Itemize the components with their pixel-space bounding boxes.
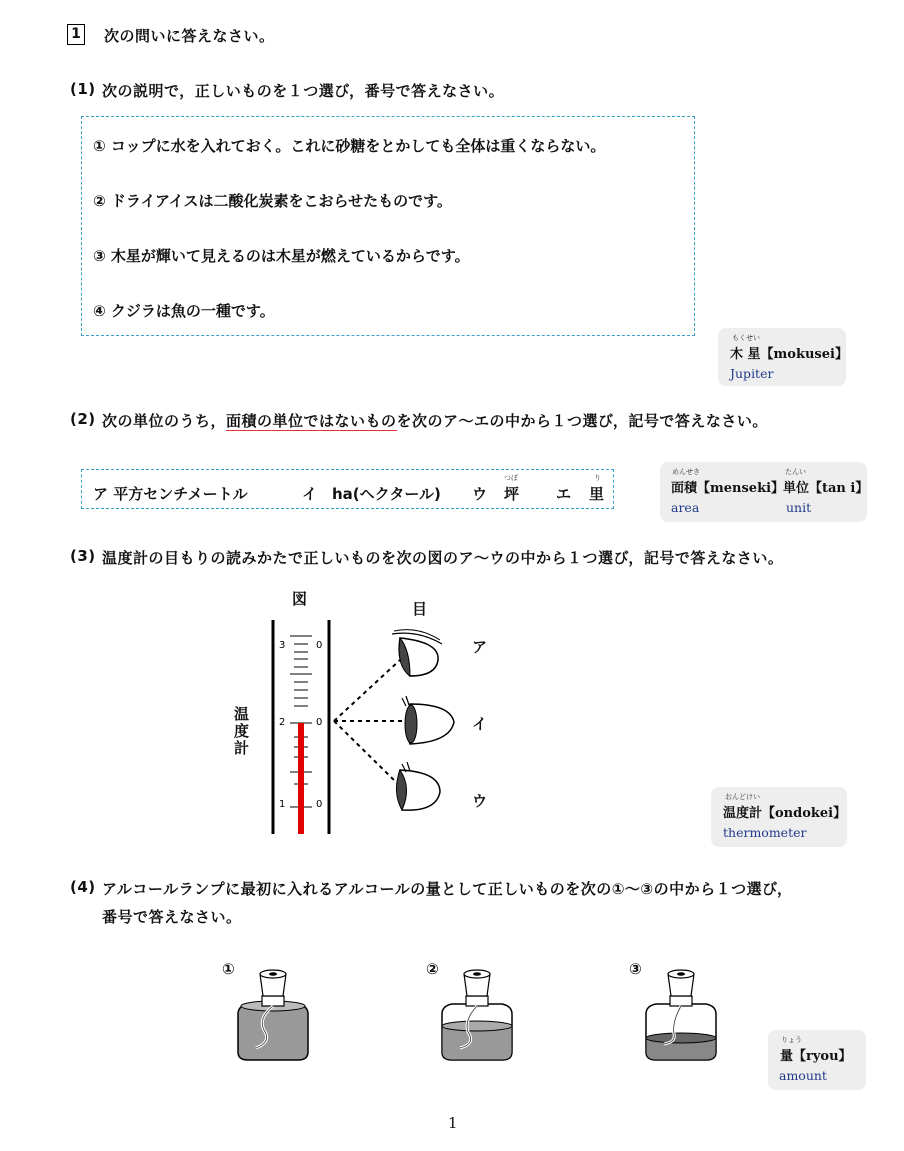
q1-choice-4: ④ クジラは魚の一種です。 (93, 302, 275, 320)
scale-30-ones: 0 (316, 640, 323, 651)
gloss-term: 量【ryou】 (780, 1049, 852, 1064)
gloss-term: 温度計【ondokei】 (723, 806, 847, 821)
eye-option-i: イ (472, 715, 488, 733)
q2-text-after: を次のア～エの中から１つ選び，記号で答えなさい。 (396, 412, 768, 430)
gloss-ruby: おんどけい (725, 793, 760, 801)
q4-text-line1: アルコールランプに最初に入れるアルコールの量として正しいものを次の①～③の中から１つ選び， (102, 880, 793, 898)
question-number-box: 1 (67, 24, 85, 45)
q2-label: (2) (70, 410, 96, 428)
eye-u-icon (396, 762, 440, 810)
lamp-label-1: ① (222, 960, 235, 978)
scale-10-ones: 0 (316, 799, 323, 810)
q2-option-e-word: 里 (589, 485, 605, 503)
alcohol-lamp-3-icon (636, 966, 726, 1066)
q3-label: (3) (70, 547, 96, 565)
eye-option-u: ウ (472, 792, 488, 810)
q2-option-e-ruby: り (594, 474, 601, 482)
q3-text: 温度計の目もりの読みかたで正しいものを次の図のア～ウの中から１つ選び，記号で答えなさい。 (102, 549, 784, 567)
gloss-thermometer (711, 787, 847, 847)
gloss-english: amount (779, 1068, 827, 1083)
gloss-amount (768, 1030, 866, 1090)
q2-option-i: イ ha(ヘクタール) (302, 485, 441, 503)
scale-10-tens: 1 (279, 799, 286, 810)
thermometer-label: 温度計 (234, 705, 250, 757)
gloss-ruby: りょう (781, 1036, 802, 1044)
gloss-term: 木 星【mokusei】 (730, 347, 848, 362)
q2-text (102, 410, 768, 431)
q2-option-e-label: エ (556, 485, 572, 503)
gloss-ruby: もくせい (732, 334, 760, 342)
gloss-ruby-unit: たんい (785, 468, 806, 476)
eye-i-icon (402, 696, 454, 744)
q4-label: (4) (70, 878, 96, 896)
eye-a-icon (392, 630, 442, 676)
gloss-jupiter (718, 328, 846, 386)
q1-choice-3: ③ 木星が輝いて見えるのは木星が燃えているからです。 (93, 247, 470, 265)
scale-20-ones: 0 (316, 717, 323, 728)
header-title: 次の問いに答えなさい。 (104, 27, 275, 45)
eye-option-a: ア (472, 638, 488, 656)
q4-text-line2: 番号で答えなさい。 (102, 908, 242, 926)
gloss-ruby-area: めんせき (672, 468, 700, 476)
q2-text-underlined: 面積の単位ではないもの (226, 412, 397, 430)
gloss-english: thermometer (723, 825, 807, 840)
q1-text: 次の説明で，正しいものを１つ選び，番号で答えなさい。 (102, 82, 505, 100)
alcohol-lamp-2-icon (432, 966, 522, 1066)
q2-option-a: ア 平方センチメートル (93, 485, 248, 503)
gloss-english-unit: unit (786, 500, 812, 515)
q2-option-u-label: ウ (472, 485, 488, 503)
page-number: 1 (448, 1114, 458, 1132)
figure-label: 図 (292, 590, 308, 608)
lamp-label-3: ③ (629, 960, 642, 978)
q1-label: (1) (70, 80, 96, 98)
q2-option-u-ruby: つぼ (504, 474, 518, 482)
gloss-term-unit: 単位【tan i】 (783, 481, 869, 496)
eye-label: 目 (412, 600, 428, 618)
scale-30-tens: 3 (279, 640, 286, 651)
q1-choice-2: ② ドライアイスは二酸化炭素をこおらせたものです。 (93, 192, 452, 210)
sight-lines (334, 660, 405, 784)
thermometer-figure (250, 612, 500, 842)
lamp-label-2: ② (426, 960, 439, 978)
gloss-area-unit (660, 462, 867, 522)
gloss-english-area: area (671, 500, 700, 515)
gloss-english: Jupiter (730, 366, 774, 381)
q2-text-before: 次の単位のうち， (102, 412, 227, 430)
q1-choice-1: ① コップに水を入れておく。これに砂糖をとかしても全体は重くならない。 (93, 137, 606, 155)
scale-20-tens: 2 (279, 717, 286, 728)
alcohol-lamp-1-icon (228, 966, 318, 1066)
q2-option-u-word: 坪 (504, 485, 520, 503)
gloss-term-area: 面積【menseki】 (671, 481, 785, 496)
